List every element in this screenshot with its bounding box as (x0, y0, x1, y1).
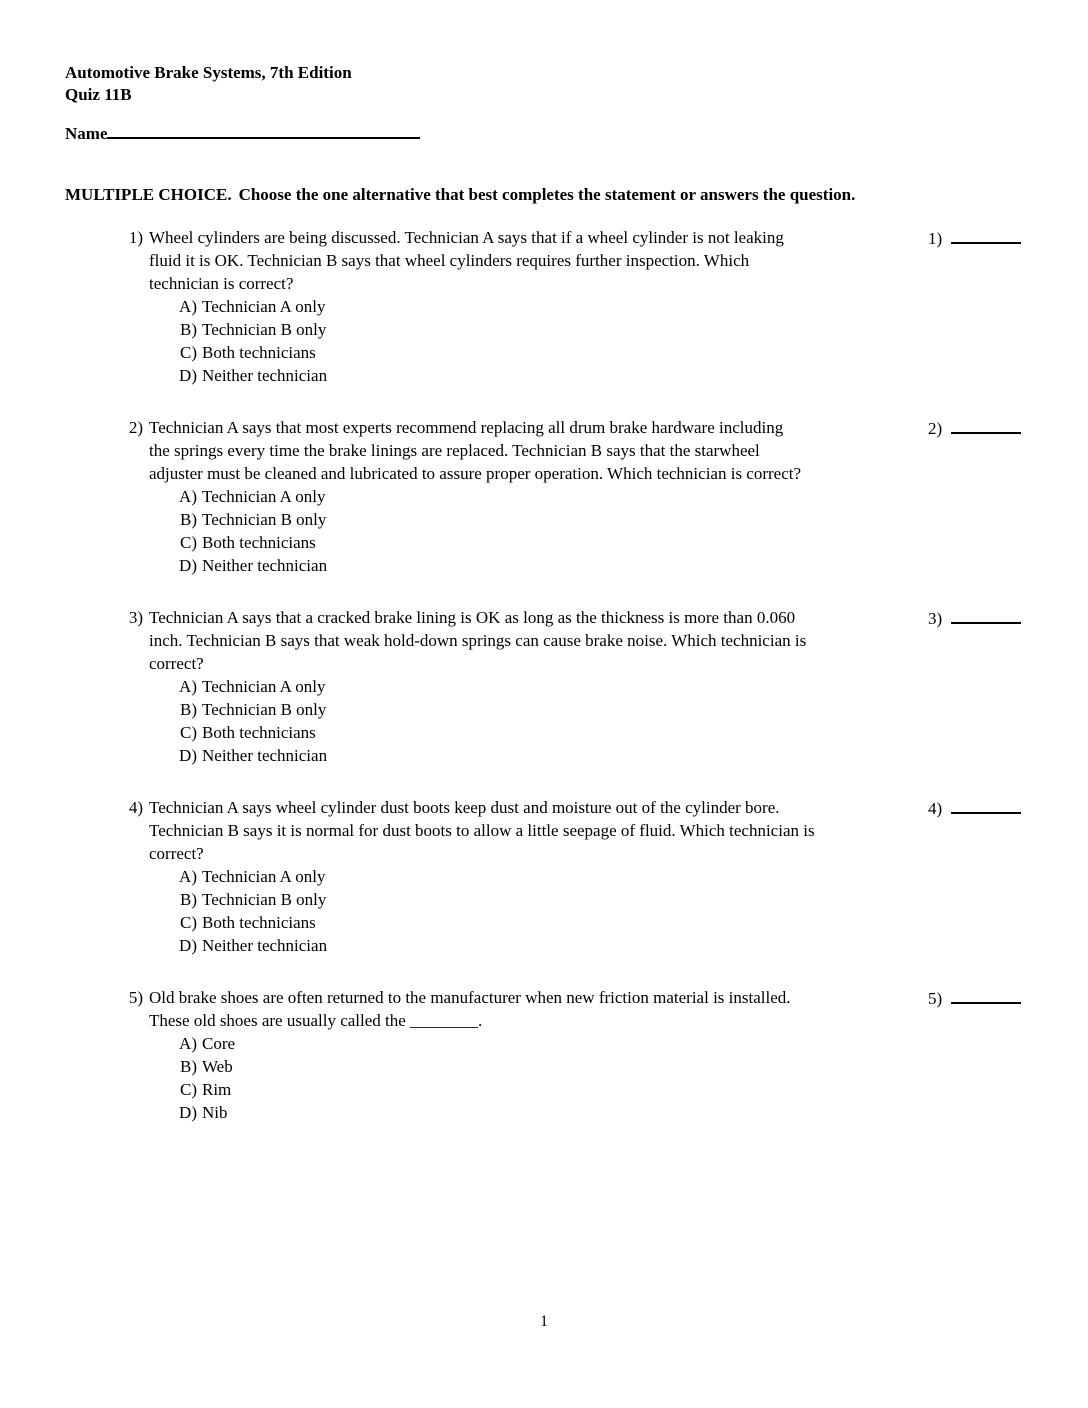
instructions-label: MULTIPLE CHOICE. (65, 185, 232, 204)
answer-blank-3 (928, 606, 1021, 630)
question-number: 4) (128, 798, 143, 817)
choice-d: D) Nib (179, 1103, 228, 1122)
choices (149, 485, 912, 577)
choice-d: D) Neither technician (179, 936, 328, 955)
question-text: Old brake shoes are often returned to the manufacturer when new friction material is installed. These old shoes are usually called the ________. (149, 988, 791, 1030)
choice-b: B) Technician B only (180, 510, 327, 529)
name-label: Name (65, 124, 108, 143)
choices (149, 675, 912, 767)
choice-d: D) Neither technician (179, 746, 328, 765)
answer-blank-5 (928, 986, 1021, 1010)
instructions (65, 185, 855, 205)
choice-d: D) Neither technician (179, 366, 328, 385)
name-row (65, 121, 420, 145)
choice-c: C) Both technicians (180, 533, 316, 552)
choice-a: A) Technician A only (179, 487, 326, 506)
name-blank-line (107, 121, 420, 139)
answer-line (951, 606, 1021, 624)
question-number: 3) (128, 608, 143, 627)
answer-blank-4 (928, 796, 1021, 820)
quiz-title: Quiz 11B (65, 85, 132, 104)
choices (149, 1032, 912, 1124)
choice-b: B) Technician B only (180, 890, 327, 909)
question-number: 2) (128, 418, 143, 437)
question-list (122, 226, 1032, 1153)
question-3 (122, 606, 1032, 767)
instructions-text: Choose the one alternative that best completes the statement or answers the question. (238, 185, 856, 204)
answer-number: 1) (928, 229, 943, 248)
choice-b: B) Web (180, 1057, 233, 1076)
choice-a: A) Core (179, 1034, 236, 1053)
answer-line (951, 416, 1021, 434)
question-text: Technician A says wheel cylinder dust boots keep dust and moisture out of the cylinder bore. Technician B says it is normal for dust boots to allow a little seepage of fluid. Which technician is correct? (149, 798, 815, 863)
question-5 (122, 986, 1032, 1124)
choices (149, 295, 912, 387)
choice-c: C) Both technicians (180, 723, 316, 742)
page-number: 1 (540, 1313, 548, 1330)
book-title: Automotive Brake Systems, 7th Edition (65, 63, 352, 82)
choice-d: D) Neither technician (179, 556, 328, 575)
question-number: 1) (128, 228, 143, 247)
question-text: Technician A says that a cracked brake lining is OK as long as the thickness is more than 0.060 inch. Technician B says that weak hold-down springs can cause brake noise. Which technician is correct? (149, 608, 807, 673)
choice-b: B) Technician B only (180, 700, 327, 719)
answer-blank-1 (928, 226, 1021, 250)
answer-blank-2 (928, 416, 1021, 440)
question-text: Technician A says that most experts recommend replacing all drum brake hardware including the springs every time the brake linings are replaced. Technician B says that the starwheel adjuster must be cleaned and lubricated to assure proper operation. Which technician is correct? (149, 418, 802, 483)
answer-line (951, 796, 1021, 814)
question-text: Wheel cylinders are being discussed. Technician A says that if a wheel cylinder is not leaking fluid it is OK. Technician B says that wheel cylinders requires further inspection. Which technician is correct? (149, 228, 784, 293)
choice-c: C) Both technicians (180, 913, 316, 932)
question-4 (122, 796, 1032, 957)
choice-c: C) Both technicians (180, 343, 316, 362)
question-number: 5) (128, 988, 143, 1007)
choices (149, 865, 912, 957)
choice-a: A) Technician A only (179, 867, 326, 886)
choice-a: A) Technician A only (179, 677, 326, 696)
answer-line (951, 226, 1021, 244)
answer-number: 4) (928, 799, 943, 818)
question-2 (122, 416, 1032, 577)
answer-number: 2) (928, 419, 943, 438)
answer-number: 5) (928, 989, 943, 1008)
choice-b: B) Technician B only (180, 320, 327, 339)
question-1 (122, 226, 1032, 387)
choice-a: A) Technician A only (179, 297, 326, 316)
document-header (65, 62, 352, 106)
answer-line (951, 986, 1021, 1004)
choice-c: C) Rim (180, 1080, 232, 1099)
answer-number: 3) (928, 609, 943, 628)
